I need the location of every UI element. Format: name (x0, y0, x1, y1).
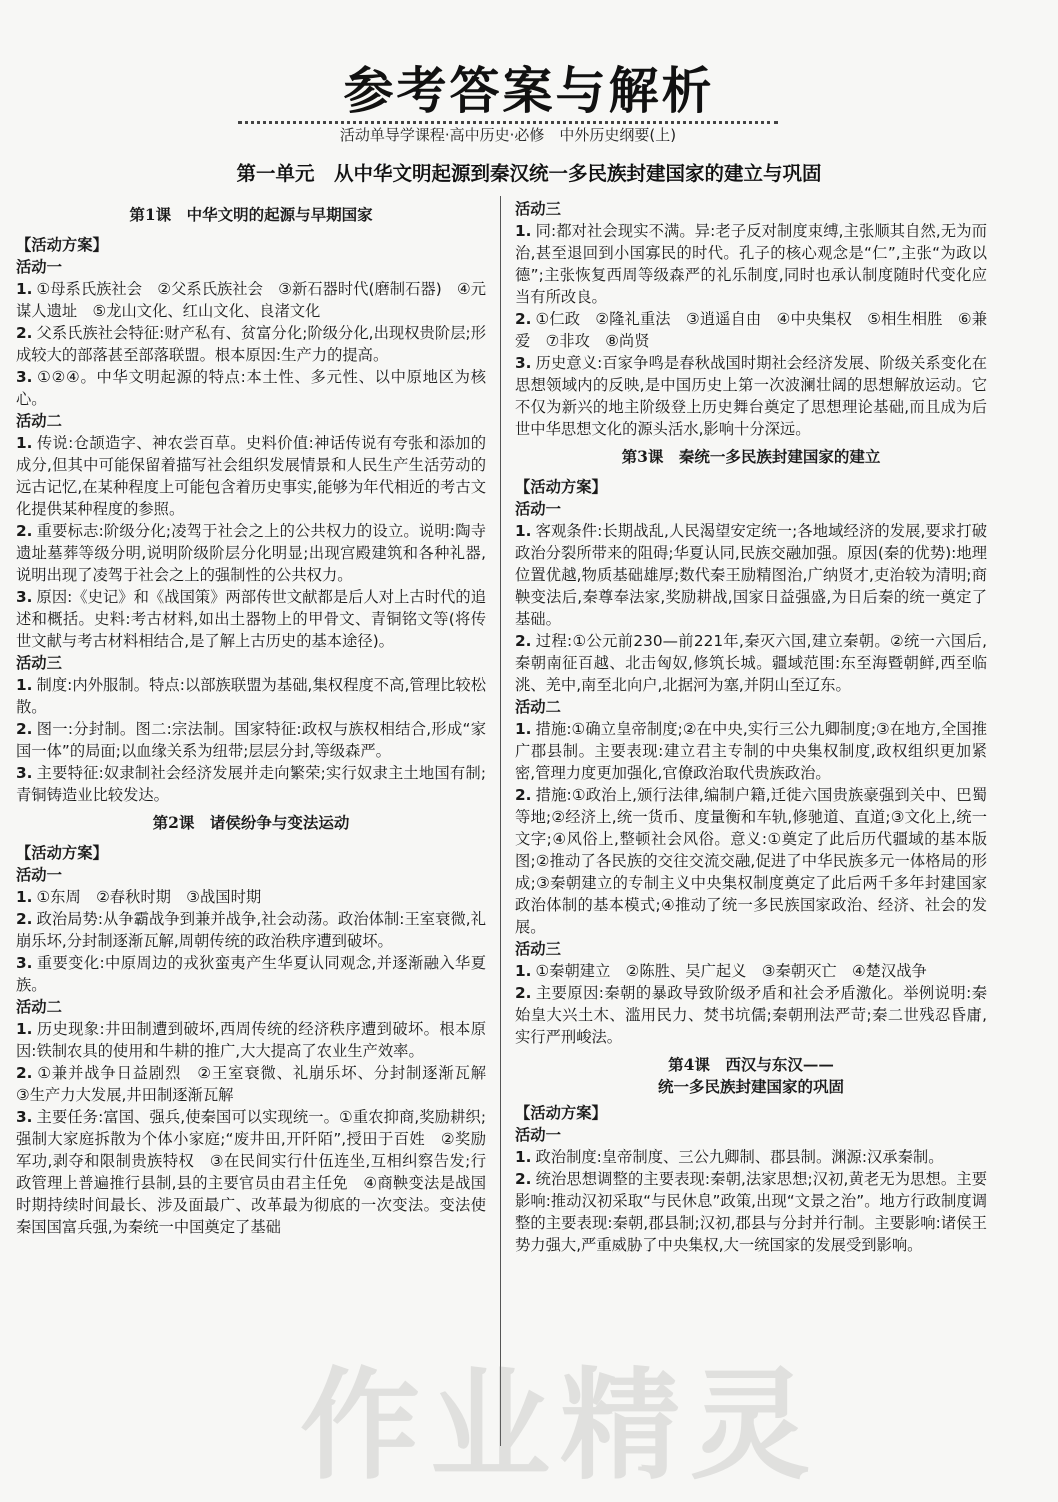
answer-text: ①母系氏族社会 ②父系氏族社会 ③新石器时代(磨制石器) ④元谋人遗址 ⑤龙山文化、红山文化、良渚文化 (16, 280, 486, 320)
answer-text: 政治制度:皇帝制度、三公九卿制、郡县制。渊源:汉承秦制。 (535, 1148, 944, 1166)
answer-item (16, 432, 486, 520)
answer-text: 重要标志:阶级分化;凌驾于社会之上的公共权力的设立。说明:陶寺遗址墓葬等级分明,说明阶级阶层分化明显;出现宫殿建筑和各种礼器,说明出现了凌驾于社会之上的强制性的公共权力。 (16, 522, 486, 584)
activity-plan-label: 【活动方案】 (16, 236, 108, 254)
activity-label: 活动一 (515, 500, 561, 518)
item-number: 2. (515, 310, 532, 328)
watermark: 作业精灵 (300, 1357, 820, 1496)
unit-title: 第一单元 从中华文明起源到秦汉统一多民族封建国家的建立与巩固 (236, 162, 822, 185)
item-number: 2. (515, 632, 532, 650)
activity-plan-label: 【活动方案】 (16, 844, 108, 862)
answer-item (515, 520, 987, 630)
lesson-4-title-line2: 统一多民族封建国家的巩固 (657, 1077, 844, 1096)
item-number: 3. (16, 764, 33, 782)
answer-text: ①秦朝建立 ②陈胜、吴广起义 ③秦朝灭亡 ④楚汉战争 (535, 962, 927, 980)
item-number: 2. (16, 522, 33, 540)
answer-item (16, 674, 486, 718)
item-number: 1. (16, 1020, 33, 1038)
answer-text: 传说:仓颉造字、神农尝百草。史料价值:神话传说有夸张和添加的成分,但其中可能保留着描写社会组织发展情景和人民生产生活劳动的远古记忆,在某种程度上可能包含着历史事实,能够为年代相近的考古文化提供某种程度的参照。 (16, 434, 486, 518)
answer-text: 政治局势:从争霸战争到兼并战争,社会动荡。政治体制:王室衰微,礼崩乐坏,分封制逐渐瓦解,周朝传统的政治秩序遭到破坏。 (16, 910, 486, 950)
answer-item (16, 718, 486, 762)
item-number: 1. (515, 522, 532, 540)
answer-item (16, 886, 486, 908)
answer-text: 图一:分封制。图二:宗法制。国家特征:政权与族权相结合,形成“家国一体”的局面;以血缘关系为纽带;层层分封,等级森严。 (16, 720, 486, 760)
activity-label: 活动二 (16, 412, 62, 430)
answer-item (515, 982, 987, 1048)
answer-item (16, 586, 486, 652)
answer-text: ①②④。中华文明起源的特点:本土性、多元性、以中原地区为核心。 (16, 368, 486, 408)
book-subtitle: 活动单导学课程·高中历史·必修 中外历史纲要(上) (339, 126, 677, 144)
answer-item (515, 220, 987, 308)
answer-item (16, 366, 486, 410)
answer-item (515, 308, 987, 352)
answer-item (16, 1106, 486, 1238)
answer-item (16, 322, 486, 366)
lesson-1-title: 第1课 中华文明的起源与早期国家 (129, 205, 373, 224)
item-number: 1. (16, 434, 33, 452)
item-number: 3. (16, 954, 33, 972)
activity-plan-label: 【活动方案】 (515, 478, 607, 496)
item-number: 3. (16, 368, 33, 386)
activity-label: 活动一 (16, 866, 62, 884)
subtitle-row (238, 121, 778, 143)
item-number: 2. (16, 1064, 33, 1082)
right-column (515, 198, 987, 1256)
page-title: 参考答案与解析 (343, 61, 715, 120)
answer-text: 重要变化:中原周边的戎狄蛮夷产生华夏认同观念,并逐渐融入华夏族。 (16, 954, 486, 994)
answer-text: 原因:《史记》和《战国策》两部传世文献都是后人对上古时代的追述和概括。史料:考古材料,如出土器物上的甲骨文、青铜铭文等(将传世文献与考古材料相结合,是了解上古历史的基本途径)。 (16, 588, 486, 650)
answer-item (515, 352, 987, 440)
answer-item (16, 1018, 486, 1062)
activity-label: 活动一 (16, 258, 62, 276)
item-number: 1. (16, 280, 33, 298)
left-column (16, 198, 502, 1238)
activity-label: 活动三 (515, 940, 561, 958)
answer-text: ①东周 ②春秋时期 ③战国时期 (36, 888, 262, 906)
item-number: 2. (16, 324, 33, 342)
answer-item (515, 1146, 987, 1168)
item-number: 2. (515, 786, 532, 804)
item-number: 3. (16, 588, 33, 606)
item-number: 2. (16, 720, 33, 738)
activity-label: 活动三 (515, 200, 561, 218)
lesson-4-title-line1: 第4课 西汉与东汉—— (668, 1055, 834, 1074)
answer-text: 措施:①确立皇帝制度;②在中央,实行三公九卿制度;③在地方,全国推广郡县制。主要表现:建立君主专制的中央集权制度,政权组织更加紧密,管理力度更加强化,官僚政治取代贵族政治。 (515, 720, 987, 782)
item-number: 1. (515, 720, 532, 738)
item-number: 2. (16, 910, 33, 928)
activity-label: 活动二 (515, 698, 561, 716)
answer-text: 主要任务:富国、强兵,使秦国可以实现统一。①重农抑商,奖励耕织;强制大家庭拆散为个体小家庭;“废井田,开阡陌”,授田于百姓 ②奖励军功,剥夺和限制贵族特权 ③在民间实行什伍连坐,互相纠察告发;行政管理上普遍推行县制,县的主要官员由君主任免 ④商鞅变法是战国时期持续时间最长、涉及面最广、改革最为彻底的一次变法。变法使秦国国富兵强,为秦统一中国奠定了基础 (16, 1108, 487, 1236)
column-divider (500, 196, 501, 1446)
activity-label: 活动一 (515, 1126, 561, 1144)
answer-item (515, 960, 987, 982)
answer-item (16, 1062, 502, 1106)
activity-label: 活动二 (16, 998, 62, 1016)
answer-item (515, 718, 987, 784)
page-header (0, 60, 1058, 122)
answer-text: 过程:①公元前230—前221年,秦灭六国,建立秦朝。②统一六国后,秦朝南征百越、北击匈奴,修筑长城。疆域范围:东至海暨朝鲜,西至临洮、羌中,南至北向户,北据河为塞,并阴山至辽东。 (515, 632, 987, 694)
answer-text: ①兼并战争日益剧烈 ②王室衰微、礼崩乐坏、分封制逐渐瓦解 ③生产力大发展,井田制逐渐瓦解 (16, 1064, 502, 1104)
activity-plan-label: 【活动方案】 (515, 1104, 607, 1122)
item-number: 2. (515, 1170, 532, 1188)
lesson-4-title (515, 1054, 987, 1098)
activity-label: 活动三 (16, 654, 62, 672)
item-number: 1. (515, 222, 532, 240)
answer-item (16, 952, 486, 996)
answer-text: 主要特征:奴隶制社会经济发展并走向繁荣;实行奴隶主土地国有制;青铜铸造业比较发达。 (16, 764, 486, 804)
lesson-2-title: 第2课 诸侯纷争与变法运动 (152, 813, 350, 832)
answer-text: ①仁政 ②隆礼重法 ③逍遥自由 ④中央集权 ⑤相生相胜 ⑥兼爱 ⑦非攻 ⑧尚贤 (515, 310, 987, 350)
answer-text: 主要原因:秦朝的暴政导致阶级矛盾和社会矛盾激化。举例说明:秦始皇大兴土木、滥用民力、焚书坑儒;秦朝刑法严苛;秦二世残忍昏庸,实行严刑峻法。 (515, 984, 987, 1046)
answer-item (16, 278, 486, 322)
lesson-3-title: 第3课 秦统一多民族封建国家的建立 (621, 447, 881, 466)
item-number: 1. (16, 676, 33, 694)
item-number: 1. (515, 1148, 532, 1166)
answer-text: 同:都对社会现实不满。异:老子反对制度束缚,主张顺其自然,无为而治,甚至退回到小国寡民的时代。孔子的核心观念是“仁”,主张“为政以德”;主张恢复西周等级森严的礼乐制度,同时也承认制度随时代变化应当有所改良。 (515, 222, 987, 306)
item-number: 2. (515, 984, 532, 1002)
answer-item (515, 1168, 987, 1256)
item-number: 1. (16, 888, 33, 906)
item-number: 3. (515, 354, 532, 372)
answer-item (16, 908, 486, 952)
answer-text: 客观条件:长期战乱,人民渴望安定统一;各地域经济的发展,要求打破政治分裂所带来的阻碍;华夏认同,民族交融加强。原因(秦的优势):地理位置优越,物质基础雄厚;数代秦王励精图治,广纳贤才,吏治较为清明;商鞅变法后,秦尊奉法家,奖励耕战,国家日益强盛,为日后秦的统一奠定了基础。 (515, 522, 987, 628)
answer-text: 历史现象:井田制遭到破坏,西周传统的经济秩序遭到破坏。根本原因:铁制农具的使用和牛耕的推广,大大提高了农业生产效率。 (16, 1020, 486, 1060)
item-number: 3. (16, 1108, 33, 1126)
answer-text: 父系氏族社会特征:财产私有、贫富分化;阶级分化,出现权贵阶层;形成较大的部落甚至部落联盟。根本原因:生产力的提高。 (16, 324, 486, 364)
answer-text: 统治思想调整的主要表现:秦朝,法家思想;汉初,黄老无为思想。主要影响:推动汉初采取“与民休息”政策,出现“文景之治”。地方行政制度调整的主要表现:秦朝,郡县制;汉初,郡县与分封并行制。主要影响:诸侯王势力强大,严重威胁了中央集权,大一统国家的发展受到影响。 (515, 1170, 987, 1254)
answer-text: 历史意义:百家争鸣是春秋战国时期社会经济发展、阶级关系变化在思想领域内的反映,是中国历史上第一次波澜壮阔的思想解放运动。它不仅为新兴的地主阶级登上历史舞台奠定了思想理论基础,而且成为后世中华思想文化的源头活水,影响十分深远。 (515, 354, 987, 438)
answer-text: 措施:①政治上,颁行法律,编制户籍,迁徙六国贵族豪强到关中、巴蜀等地;②经济上,统一货币、度量衡和车轨,修驰道、直道;③文化上,统一文字;④风俗上,整顿社会风俗。意义:①奠定了此后历代疆域的基本版图;②推动了各民族的交往交流交融,促进了中华民族多元一体格局的形成;③秦朝建立的专制主义中央集权制度奠定了此后两千多年封建国家政治体制的基本模式;④推动了统一多民族国家政治、经济、社会的发展。 (515, 786, 987, 936)
answer-item (515, 784, 987, 938)
answer-item (515, 630, 987, 696)
answer-item (16, 520, 486, 586)
item-number: 1. (515, 962, 532, 980)
answer-text: 制度:内外服制。特点:以部族联盟为基础,集权程度不高,管理比较松散。 (16, 676, 486, 716)
answer-item (16, 762, 486, 806)
